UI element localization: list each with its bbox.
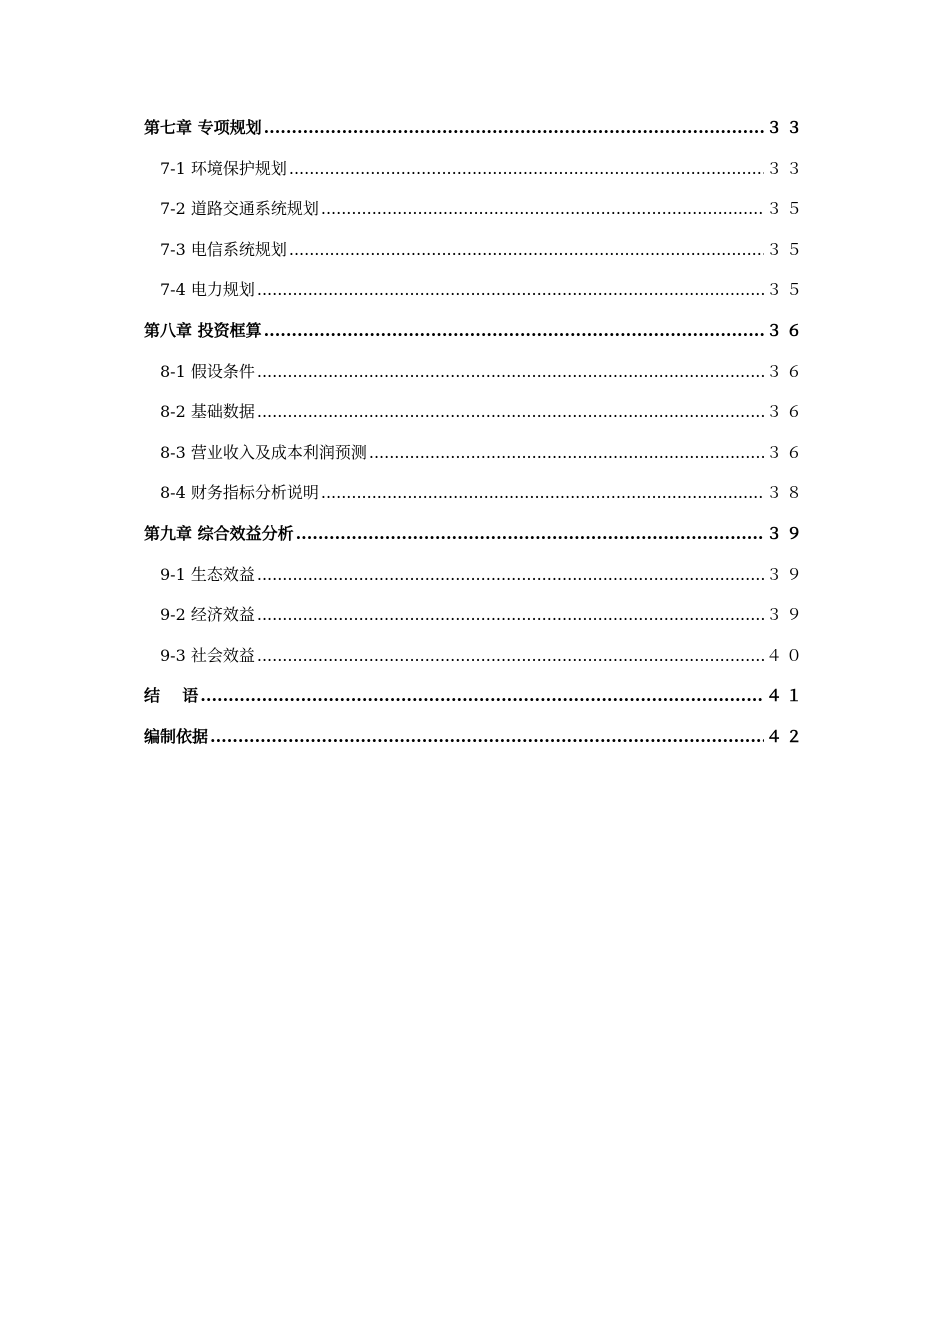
- toc-entry-8-4[interactable]: [144, 473, 806, 514]
- toc-dot-leader: [257, 555, 764, 596]
- toc-entry-label: 7-1 环境保护规划: [160, 158, 287, 178]
- toc-entry-label: 8-4 财务指标分析说明: [160, 483, 319, 503]
- toc-entry-page: ３９: [765, 523, 806, 543]
- toc-entry-page: ４１: [765, 686, 806, 706]
- toc-entry-7-1[interactable]: [144, 149, 806, 190]
- toc-entry-label: 结 语: [144, 686, 199, 706]
- toc-dot-leader: [264, 311, 764, 352]
- toc-entry-9-3[interactable]: [144, 636, 806, 677]
- toc-dot-leader: [257, 352, 764, 393]
- toc-entry-page: ３６: [765, 442, 806, 462]
- toc-entry-conclusion[interactable]: [144, 676, 806, 717]
- toc-entry-page: ４２: [765, 726, 806, 746]
- toc-dot-leader: [257, 636, 764, 677]
- toc-dot-leader: [289, 230, 764, 271]
- toc-entry-label: 7-2 道路交通系统规划: [160, 199, 319, 219]
- toc-entry-7-4[interactable]: [144, 270, 806, 311]
- toc-dot-leader: [200, 676, 764, 717]
- toc-entry-label: 7-3 电信系统规划: [160, 239, 287, 259]
- toc-entry-page: ３９: [765, 605, 806, 625]
- toc-entry-basis[interactable]: [144, 717, 806, 758]
- toc-dot-leader: [210, 717, 764, 758]
- toc-entry-page: ３３: [765, 158, 806, 178]
- toc-entry-label: 9-3 社会效益: [160, 645, 255, 665]
- toc-entry-label: 7-4 电力规划: [160, 280, 255, 300]
- toc-entry-label: 第九章 综合效益分析: [144, 523, 294, 543]
- toc-entry-page: ３６: [765, 402, 806, 422]
- toc-entry-page: ３８: [765, 483, 806, 503]
- toc-entry-label: 编制依据: [144, 726, 209, 746]
- toc-entry-page: ４０: [765, 645, 806, 665]
- toc-entry-9-1[interactable]: [144, 555, 806, 596]
- toc-entry-8-2[interactable]: [144, 392, 806, 433]
- toc-entry-page: ３９: [765, 564, 806, 584]
- toc-entry-label: 9-1 生态效益: [160, 564, 255, 584]
- table-of-contents: [144, 108, 806, 758]
- toc-entry-label: 第七章 专项规划: [144, 118, 262, 137]
- toc-entry-label: 8-3 营业收入及成本利润预测: [160, 442, 367, 462]
- toc-entry-label: 8-2 基础数据: [160, 402, 255, 422]
- toc-dot-leader: [257, 595, 764, 636]
- toc-dot-leader: [296, 514, 764, 555]
- toc-dot-leader: [369, 433, 764, 474]
- toc-dot-leader: [321, 473, 764, 514]
- toc-entry-9-2[interactable]: [144, 595, 806, 636]
- toc-dot-leader: [321, 189, 764, 230]
- toc-entry-label: 第八章 投资框算: [144, 320, 262, 340]
- toc-dot-leader: [264, 108, 764, 149]
- toc-entry-page: ３６: [765, 320, 806, 340]
- toc-dot-leader: [257, 392, 764, 433]
- toc-dot-leader: [257, 270, 764, 311]
- toc-entry-chapter-9[interactable]: [144, 514, 806, 555]
- toc-entry-page: ３５: [765, 199, 806, 219]
- toc-entry-chapter-7[interactable]: [144, 108, 806, 149]
- toc-entry-8-3[interactable]: [144, 433, 806, 474]
- toc-entry-label: 9-2 经济效益: [160, 605, 255, 625]
- toc-entry-chapter-8[interactable]: [144, 311, 806, 352]
- toc-entry-7-3[interactable]: [144, 230, 806, 271]
- toc-entry-7-2[interactable]: [144, 189, 806, 230]
- toc-entry-page: ３３: [765, 118, 806, 137]
- toc-entry-page: ３５: [765, 280, 806, 300]
- toc-dot-leader: [289, 149, 764, 190]
- toc-entry-page: ３６: [765, 361, 806, 381]
- toc-entry-page: ３５: [765, 239, 806, 259]
- toc-entry-label: 8-1 假设条件: [160, 361, 255, 381]
- toc-entry-8-1[interactable]: [144, 352, 806, 393]
